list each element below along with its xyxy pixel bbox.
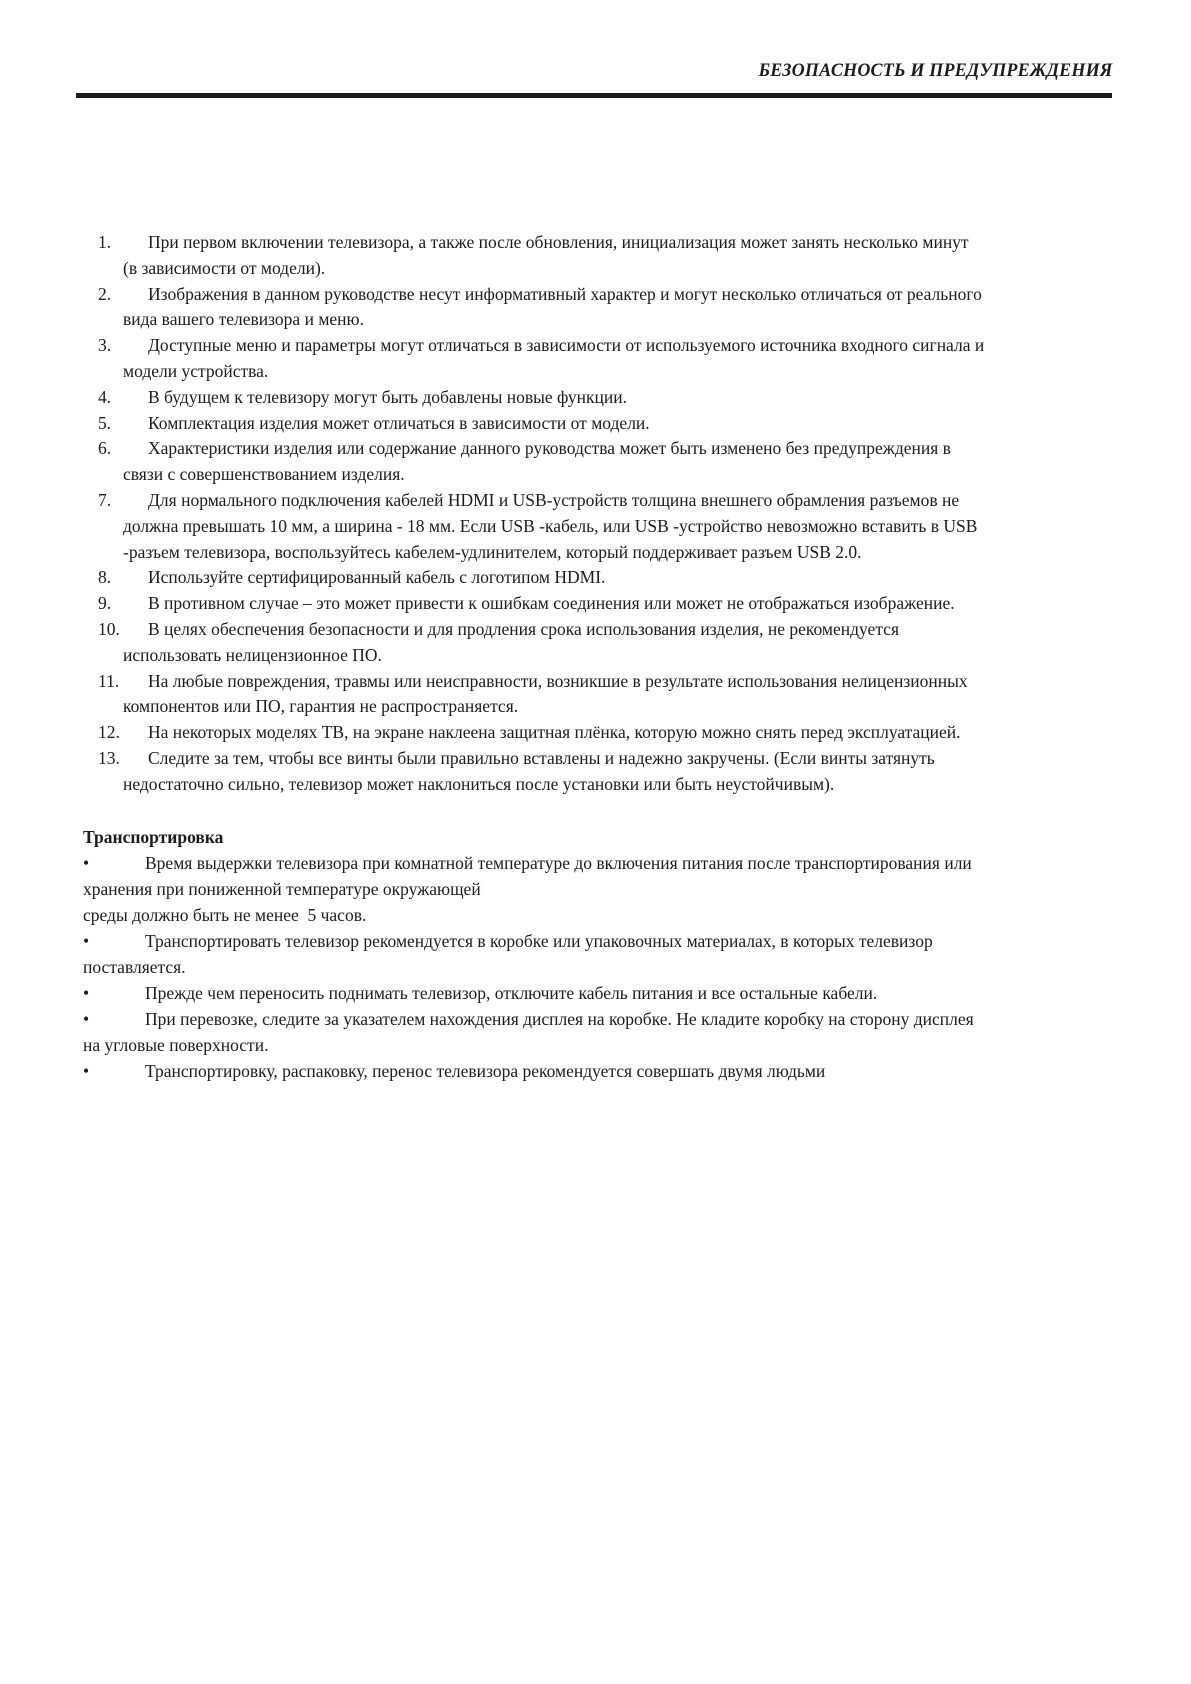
list-item-first-line <box>83 720 1123 746</box>
transport-list <box>83 850 1123 1084</box>
list-item <box>83 333 1123 385</box>
list-item-continuation-line: -разъем телевизора, воспользуйтесь кабелем-удлинителем, который поддерживает разъем USB 2.0. <box>123 541 862 562</box>
list-item <box>83 488 1123 565</box>
list-item <box>83 565 1123 591</box>
list-item-text: В противном случае – это может привести к ошибкам соединения или может не отображаться изображение. <box>148 593 955 614</box>
list-item-continuation-line: недостаточно сильно, телевизор может наклониться после установки или быть неустойчивым). <box>123 773 835 794</box>
list-item <box>83 591 1123 617</box>
list-item <box>83 282 1123 334</box>
bullet-item-first-line <box>83 980 1123 1006</box>
page-header <box>740 60 1112 82</box>
list-item-first-line <box>83 617 1123 643</box>
bullet-item <box>83 928 1123 980</box>
list-item-continuation-line: связи с совершенствованием изделия. <box>123 464 405 485</box>
list-item-first-line <box>83 333 1123 359</box>
list-item-text: Изображения в данном руководстве несут информативный характер и могут несколько отличаться от реального <box>148 283 982 304</box>
list-item <box>83 669 1123 721</box>
list-item-first-line <box>83 669 1123 695</box>
list-item-text: В будущем к телевизору могут быть добавлены новые функции. <box>148 386 627 407</box>
bullet-item-first-line <box>83 1058 1123 1084</box>
bullet-icon: • <box>83 931 90 951</box>
transport-heading: Транспортировка <box>83 827 224 847</box>
list-item-continuation-line: (в зависимости от модели). <box>123 257 326 278</box>
list-item-number: 2. <box>98 283 112 304</box>
bullet-item-text: При перевозке, следите за указателем нахождения дисплея на коробке. Не кладите коробку на сторону дисплея <box>145 1009 974 1029</box>
list-item <box>83 411 1123 437</box>
bullet-item <box>83 850 1123 928</box>
bullet-item-continuation-line: хранения при пониженной температуре окружающей <box>83 879 481 899</box>
list-item-text: Для нормального подключения кабелей HDMI и USB-устройств толщина внешнего обрамления разъемов не <box>148 489 960 510</box>
list-item-first-line <box>83 565 1123 591</box>
list-item-text: На некоторых моделях ТВ, на экране наклеена защитная плёнка, которую можно снять перед эксплуатацией. <box>148 722 961 743</box>
bullet-icon: • <box>83 983 90 1003</box>
transport-section <box>83 824 1123 1084</box>
notes-list <box>83 230 1123 798</box>
list-item-number: 10. <box>98 618 120 639</box>
bullet-item-text: Транспортировку, распаковку, перенос телевизора рекомендуется совершать двумя людьми <box>145 1061 826 1081</box>
list-item-text: При первом включении телевизора, а также после обновления, инициализация может занять несколько минут <box>148 232 969 252</box>
list-item <box>83 436 1123 488</box>
list-item-number: 6. <box>98 438 112 459</box>
list-item-text: В целях обеспечения безопасности и для продления срока использования изделия, не рекомендуется <box>148 618 899 639</box>
list-item-text: На любые повреждения, травмы или неисправности, возникшие в результате использования нелицензионных <box>148 670 968 691</box>
list-item-number: 11. <box>98 670 120 691</box>
list-item-first-line <box>83 436 1123 462</box>
list-item-number: 13. <box>98 747 120 768</box>
list-item-number: 4. <box>98 386 112 407</box>
header-title: БЕЗОПАСНОСТЬ И ПРЕДУПРЕЖДЕНИЯ <box>758 60 1112 81</box>
list-item-text: Следите за тем, чтобы все винты были правильно вставлены и надежно закручены. (Если винты затянуть <box>148 747 935 768</box>
list-item-number: 9. <box>98 593 112 614</box>
list-item-number: 3. <box>98 335 112 356</box>
bullet-item-first-line <box>83 1006 1123 1032</box>
list-item-first-line <box>83 746 1123 772</box>
bullet-icon: • <box>83 1009 90 1029</box>
list-item-number: 7. <box>98 489 112 510</box>
list-item-first-line <box>83 385 1123 411</box>
bullet-item <box>83 980 1123 1006</box>
list-item-number: 1. <box>98 232 112 252</box>
bullet-item-continuation-line: на угловые поверхности. <box>83 1035 269 1055</box>
list-item <box>83 230 1123 282</box>
bullet-item <box>83 1058 1123 1084</box>
list-item-text: Характеристики изделия или содержание данного руководства может быть изменено без предупреждения в <box>148 438 951 459</box>
list-item <box>83 746 1123 798</box>
list-item-first-line <box>83 411 1123 437</box>
bullet-item-text: Прежде чем переносить поднимать телевизор, отключите кабель питания и все остальные кабели. <box>145 983 878 1003</box>
list-item-number: 8. <box>98 567 112 588</box>
list-item <box>83 617 1123 669</box>
bullet-icon: • <box>83 853 90 873</box>
bullet-item-text: Транспортировать телевизор рекомендуется в коробке или упаковочных материалах, в которых телевизор <box>145 931 933 951</box>
list-item-first-line <box>83 230 1123 256</box>
bullet-item <box>83 1006 1123 1058</box>
list-item-continuation-line: использовать нелицензионное ПО. <box>123 644 382 665</box>
list-item-number: 5. <box>98 412 112 433</box>
bullet-item-first-line <box>83 928 1123 954</box>
list-item-first-line <box>83 591 1123 617</box>
list-item <box>83 720 1123 746</box>
bullet-item-continuation-line: поставляется. <box>83 957 186 977</box>
list-item-continuation-line: должна превышать 10 мм, а ширина - 18 мм. Если USB -кабель, или USB -устройство невозможно вставить в USB <box>123 515 978 536</box>
list-item-first-line <box>83 488 1123 514</box>
list-item-text: Комплектация изделия может отличаться в зависимости от модели. <box>148 412 650 433</box>
header-rule <box>76 93 1112 98</box>
list-item-first-line <box>83 282 1123 308</box>
bullet-icon: • <box>83 1061 90 1081</box>
list-item-continuation-line: вида вашего телевизора и меню. <box>123 309 364 330</box>
bullet-item-text: Время выдержки телевизора при комнатной температуре до включения питания после транспортирования или <box>145 853 972 873</box>
list-item-number: 12. <box>98 722 120 743</box>
list-item <box>83 385 1123 411</box>
list-item-continuation-line: модели устройства. <box>123 360 269 381</box>
bullet-item-continuation-line: среды должно быть не менее 5 часов. <box>83 905 367 925</box>
list-item-text: Используйте сертифицированный кабель с логотипом HDMI. <box>148 567 606 588</box>
list-item-continuation-line: компонентов или ПО, гарантия не распространяется. <box>123 696 519 717</box>
list-item-text: Доступные меню и параметры могут отличаться в зависимости от используемого источника входного сигнала и <box>148 335 985 356</box>
bullet-item-first-line <box>83 850 1123 876</box>
